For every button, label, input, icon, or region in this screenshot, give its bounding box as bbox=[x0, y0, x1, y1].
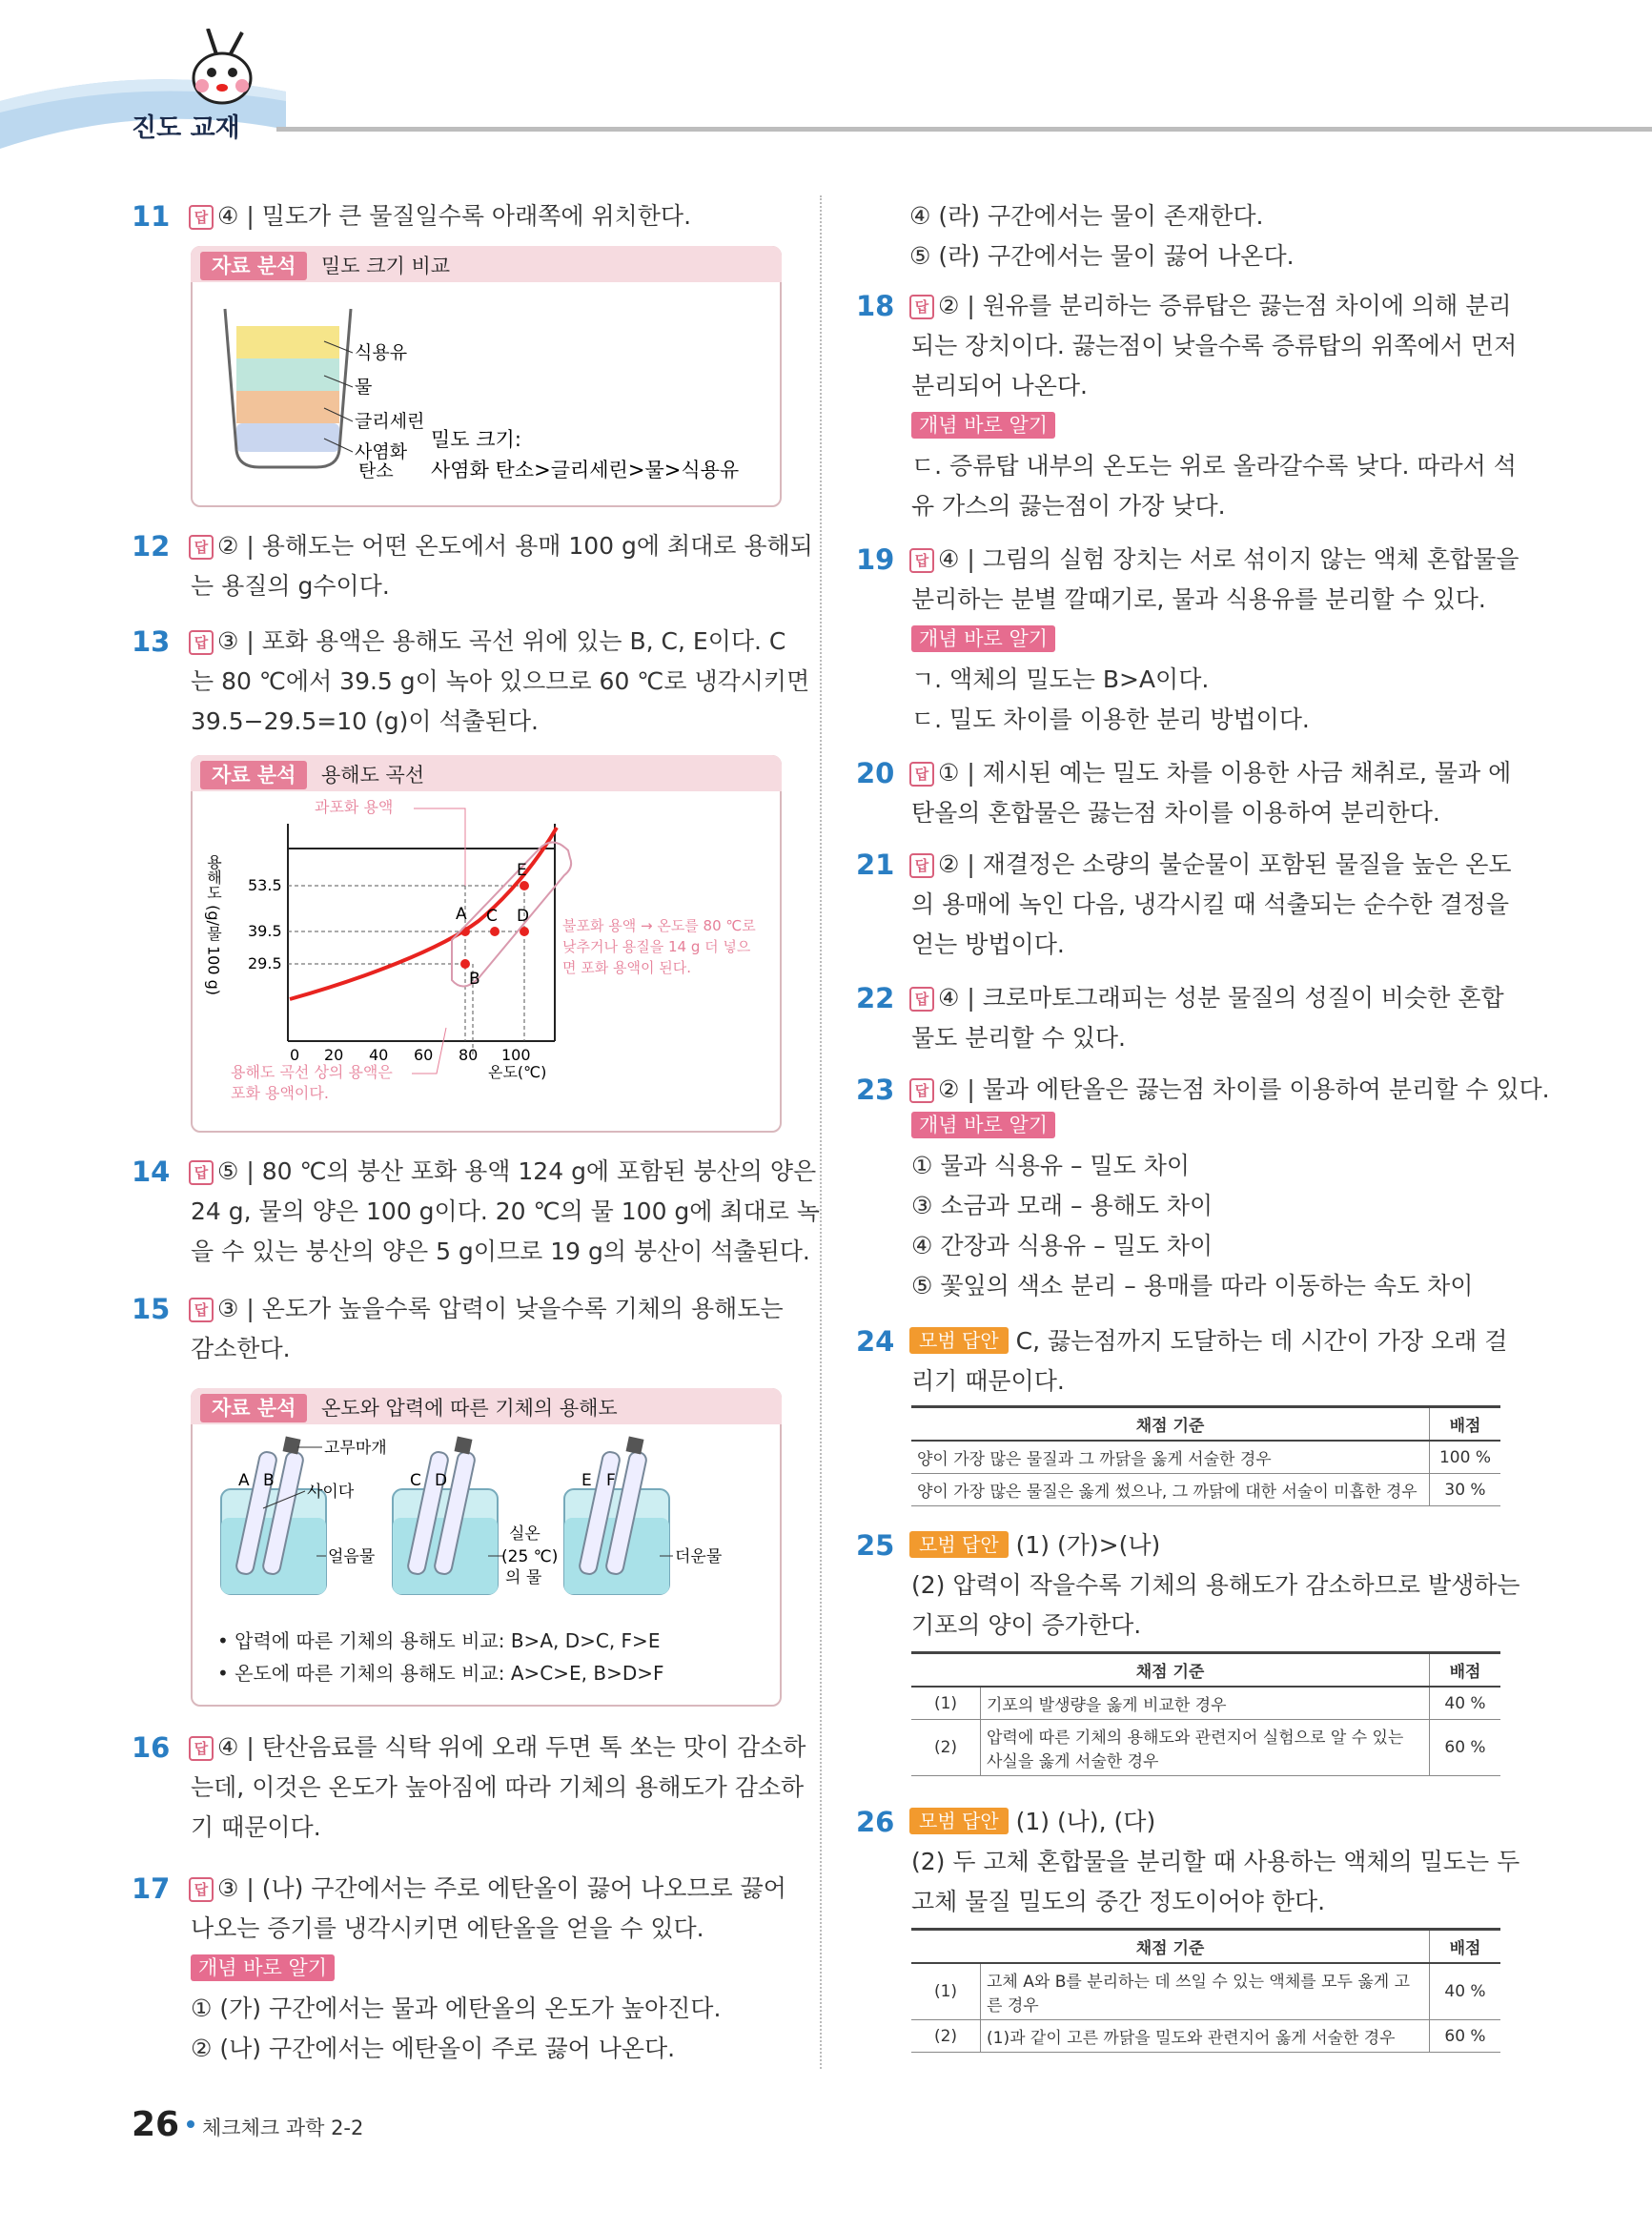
point-label: D bbox=[517, 907, 530, 926]
scoring-table bbox=[911, 1405, 1500, 1506]
layer-label: 탄소 bbox=[358, 460, 394, 481]
answer-text: 모범 답안 (1) (나), (다) bbox=[909, 1802, 1155, 1842]
comparison-note: • 온도에 따른 기체의 용해도 비교: A>C>E, B>D>F bbox=[217, 1662, 664, 1685]
concept-tag: 개념 바로 알기 bbox=[911, 625, 1055, 652]
room-temp-label: 의 물 bbox=[505, 1568, 542, 1587]
x-tick: 80 bbox=[459, 1046, 479, 1064]
table-row: (1) 기포의 발생량을 옳게 비교한 경우 40 % bbox=[911, 1687, 1500, 1720]
layer-label: 사염화 bbox=[355, 441, 408, 462]
point-label: A bbox=[456, 905, 467, 924]
box-tag: 자료 분석 bbox=[200, 252, 307, 280]
answer-text: 는 용질의 g수이다. bbox=[191, 572, 390, 600]
answer-mark-icon: 답 bbox=[189, 1736, 214, 1761]
concept-text: ㄷ. 증류탑 내부의 온도는 위로 올라갈수록 낮다. 따라서 석 bbox=[911, 452, 1517, 480]
answer-text: 24 g, 물의 양은 100 g이다. 20 ℃의 물 100 g에 최대로 녹 bbox=[191, 1197, 820, 1225]
model-answer-tag: 모범 답안 bbox=[909, 1327, 1009, 1354]
density-order: 사염화 탄소>글리세린>물>식용유 bbox=[431, 459, 740, 481]
answer-mark-icon: 답 bbox=[189, 630, 214, 655]
layer-label: 식용유 bbox=[355, 342, 408, 363]
gas-solubility-diagram bbox=[202, 1432, 774, 1623]
answer-text: 답 ③ | 온도가 높을수록 압력이 낮을수록 기체의 용해도는 bbox=[189, 1289, 784, 1329]
tube-label: E bbox=[581, 1471, 592, 1490]
answer-text: 기포의 양이 증가한다. bbox=[911, 1611, 1142, 1639]
tube-label: C bbox=[410, 1471, 421, 1490]
footer-dot-icon bbox=[187, 2120, 194, 2128]
y-axis-label: 용해도 (g/물 100 g) bbox=[204, 854, 223, 995]
question-number: 21 bbox=[856, 849, 895, 881]
question-number: 16 bbox=[132, 1731, 171, 1764]
concept-text: ㄷ. 밀도 차이를 이용한 분리 방법이다. bbox=[911, 706, 1310, 733]
answer-text: 답 ⑤ | 80 ℃의 붕산 포화 용액 124 g에 포함된 붕산의 양은 bbox=[189, 1152, 816, 1192]
question-number: 17 bbox=[132, 1872, 171, 1905]
x-tick: 60 bbox=[414, 1046, 434, 1064]
answer-text: 모범 답안 C, 끓는점까지 도달하는 데 시간이 가장 오래 걸 bbox=[909, 1321, 1507, 1361]
answer-text: 리기 때문이다. bbox=[911, 1367, 1065, 1395]
concept-tag: 개념 바로 알기 bbox=[911, 412, 1055, 439]
table-header: 채점 기준 bbox=[911, 1407, 1430, 1442]
table-row: 양이 가장 많은 물질과 그 까닭을 옳게 서술한 경우 100 % bbox=[911, 1441, 1500, 1474]
answer-mark-icon: 답 bbox=[189, 535, 214, 560]
answer-text: 분리하는 분별 깔때기로, 물과 식용유를 분리할 수 있다. bbox=[911, 585, 1486, 613]
box-title: 용해도 곡선 bbox=[321, 764, 425, 787]
tube-label: A bbox=[238, 1471, 250, 1490]
answer-mark-icon: 답 bbox=[909, 1078, 934, 1103]
question-number: 15 bbox=[132, 1293, 171, 1325]
concept-text: ④ (라) 구간에서는 물이 존재한다. bbox=[909, 202, 1264, 230]
scoring-table bbox=[911, 1928, 1500, 2053]
note-text: 낮추거나 용질을 14 g 더 넣으 bbox=[562, 938, 751, 955]
answer-text: 감소한다. bbox=[191, 1335, 291, 1362]
answer-text: 답 ② | 재결정은 소량의 불순물이 포함된 물질을 높은 온도 bbox=[909, 845, 1512, 885]
header-rule bbox=[276, 127, 1652, 132]
question-number: 13 bbox=[132, 625, 171, 658]
density-note: 밀도 크기: bbox=[431, 428, 521, 451]
point-label: B bbox=[469, 970, 480, 989]
tube-label: D bbox=[435, 1471, 448, 1490]
answer-text: 탄올의 혼합물은 끓는점 차이를 이용하여 분리한다. bbox=[911, 799, 1440, 827]
answer-text: 답 ④ | 밀도가 큰 물질일수록 아래쪽에 위치한다. bbox=[189, 196, 691, 236]
answer-text: 답 ② | 용해도는 어떤 온도에서 용매 100 g에 최대로 용해되 bbox=[189, 526, 813, 566]
box-title: 온도와 압력에 따른 기체의 용해도 bbox=[321, 1397, 618, 1420]
answer-text: 답 ④ | 그림의 실험 장치는 서로 섞이지 않는 액체 혼합물을 bbox=[909, 540, 1519, 580]
book-title: 체크체크 과학 2-2 bbox=[202, 2117, 364, 2139]
answer-text: 답 ③ | (나) 구간에서는 주로 에탄올이 끓어 나오므로 끓어 bbox=[189, 1869, 786, 1909]
column-divider bbox=[820, 195, 822, 2069]
concept-text: ④ 간장과 식용유 – 밀도 차이 bbox=[911, 1232, 1214, 1259]
table-header: 채점 기준 bbox=[911, 1930, 1430, 1964]
x-tick: 0 bbox=[290, 1046, 300, 1064]
answer-mark-icon: 답 bbox=[909, 853, 934, 878]
table-row: (2) (1)과 같이 고른 까닭을 밀도와 관련지어 옳게 서술한 경우 60 % bbox=[911, 2020, 1500, 2053]
answer-text: 고체 물질 밀도의 중간 정도이어야 한다. bbox=[911, 1888, 1326, 1915]
y-tick: 53.5 bbox=[248, 876, 282, 894]
answer-mark-icon: 답 bbox=[909, 762, 934, 787]
answer-text: (2) 압력이 작을수록 기체의 용해도가 감소하므로 발생하는 bbox=[911, 1571, 1520, 1599]
note-text: 포화 용액이다. bbox=[231, 1084, 329, 1102]
model-answer-tag: 모범 답안 bbox=[909, 1808, 1009, 1834]
concept-text: ⑤ 꽃잎의 색소 분리 – 용매를 따라 이동하는 속도 차이 bbox=[911, 1272, 1474, 1299]
table-header: 배점 bbox=[1430, 1407, 1501, 1442]
answer-mark-icon: 답 bbox=[189, 205, 214, 230]
concept-text: ③ 소금과 모래 – 용해도 차이 bbox=[911, 1192, 1214, 1219]
answer-text: 물도 분리할 수 있다. bbox=[911, 1024, 1126, 1052]
answer-mark-icon: 답 bbox=[189, 1298, 214, 1322]
note-text: 불포화 용액 → 온도를 80 ℃로 bbox=[562, 917, 756, 934]
table-row: (2) 압력에 따른 기체의 용해도와 관련지어 실험으로 알 수 있는 사실을 옳게 서술한 경우 60 % bbox=[911, 1720, 1500, 1776]
table-row: 양이 가장 많은 물질은 옳게 썼으나, 그 까닭에 대한 서술이 미흡한 경우 30 % bbox=[911, 1474, 1500, 1506]
question-number: 12 bbox=[132, 530, 171, 563]
page-number: 26 bbox=[132, 2105, 180, 2144]
table-header: 채점 기준 bbox=[911, 1653, 1430, 1688]
answer-text: 얻는 방법이다. bbox=[911, 931, 1065, 958]
data-analysis-box bbox=[191, 246, 782, 507]
concept-text: ① 물과 식용유 – 밀도 차이 bbox=[911, 1152, 1190, 1179]
note-text: 면 포화 용액이 된다. bbox=[562, 959, 691, 976]
concept-text: ② (나) 구간에서는 에탄올이 주로 끓어 나온다. bbox=[191, 2035, 676, 2062]
density-beaker-diagram bbox=[212, 297, 774, 498]
room-temp-label: (25 ℃) bbox=[501, 1547, 559, 1566]
note-text: 용해도 곡선 상의 용액은 bbox=[231, 1063, 393, 1081]
answer-text: (2) 두 고체 혼합물을 분리할 때 사용하는 액체의 밀도는 두 bbox=[911, 1848, 1520, 1875]
supersaturated-label: 과포화 용액 bbox=[315, 798, 394, 816]
table-header: 배점 bbox=[1430, 1653, 1501, 1688]
solubility-curve-box bbox=[191, 755, 782, 1133]
answer-text: 분리되어 나온다. bbox=[911, 372, 1088, 399]
answer-text: 답 ② | 원유를 분리하는 증류탑은 끓는점 차이에 의해 분리 bbox=[909, 286, 1512, 326]
answer-text: 답 ④ | 크로마토그래피는 성분 물질의 성질이 비슷한 혼합 bbox=[909, 978, 1504, 1018]
question-number: 20 bbox=[856, 757, 895, 789]
concept-text: 유 가스의 끓는점이 가장 낮다. bbox=[911, 492, 1226, 520]
gas-solubility-box bbox=[191, 1388, 782, 1707]
tube-label: F bbox=[606, 1471, 616, 1490]
question-number: 14 bbox=[132, 1156, 171, 1188]
point-label: E bbox=[517, 861, 527, 880]
comparison-note: • 압력에 따른 기체의 용해도 비교: B>A, D>C, F>E bbox=[217, 1629, 661, 1652]
answer-mark-icon: 답 bbox=[189, 1877, 214, 1902]
answer-text: 답 ④ | 탄산음료를 식탁 위에 오래 두면 톡 쏘는 맛이 감소하 bbox=[189, 1728, 806, 1768]
rubber-stopper-label: 고무마개 bbox=[324, 1439, 387, 1458]
table-row: (1) 고체 A와 B를 분리하는 데 쓰일 수 있는 액체를 모두 옳게 고른 경우 40 % bbox=[911, 1963, 1500, 2020]
hot-water-label: 더운물 bbox=[675, 1547, 723, 1566]
box-tag: 자료 분석 bbox=[200, 1394, 307, 1422]
concept-text: ① (가) 구간에서는 물과 에탄올의 온도가 높아진다. bbox=[191, 1995, 722, 2022]
header-label: 진도 교재 bbox=[132, 113, 240, 143]
answer-text: 는 80 ℃에서 39.5 g이 녹아 있으므로 60 ℃로 냉각시키면 bbox=[191, 667, 810, 695]
answer-text: 답 ① | 제시된 예는 밀도 차를 이용한 사금 채취로, 물과 에 bbox=[909, 753, 1511, 793]
answer-text: 의 용매에 녹인 다음, 냉각시킬 때 석출되는 순수한 결정을 bbox=[911, 890, 1509, 918]
answer-text: 나오는 증기를 냉각시키면 에탄올을 얻을 수 있다. bbox=[191, 1914, 704, 1942]
answer-text: 모범 답안 (1) (가)>(나) bbox=[909, 1525, 1160, 1565]
question-number: 23 bbox=[856, 1074, 895, 1106]
layer-label: 글리세린 bbox=[355, 411, 425, 432]
cider-label: 사이다 bbox=[307, 1483, 355, 1502]
ice-water-label: 얼음물 bbox=[328, 1547, 376, 1566]
concept-text: ⑤ (라) 구간에서는 물이 끓어 나온다. bbox=[909, 242, 1295, 270]
answer-mark-icon: 답 bbox=[909, 295, 934, 319]
y-tick: 39.5 bbox=[248, 922, 282, 940]
solubility-chart bbox=[202, 797, 774, 1127]
answer-text: 되는 장치이다. 끓는점이 낮을수록 증류탑의 위쪽에서 먼저 bbox=[911, 332, 1518, 359]
table-header: 배점 bbox=[1430, 1930, 1501, 1964]
question-number: 11 bbox=[132, 200, 171, 233]
x-tick: 20 bbox=[324, 1046, 344, 1064]
question-number: 26 bbox=[856, 1806, 895, 1838]
answer-text: 답 ③ | 포화 용액은 용해도 곡선 위에 있는 B, C, E이다. C bbox=[189, 622, 785, 662]
x-tick: 40 bbox=[369, 1046, 389, 1064]
answer-mark-icon: 답 bbox=[909, 548, 934, 573]
x-axis-label: 온도(℃) bbox=[488, 1063, 547, 1081]
question-number: 18 bbox=[856, 290, 895, 322]
question-number: 19 bbox=[856, 543, 895, 576]
concept-tag: 개념 바로 알기 bbox=[191, 1954, 335, 1981]
question-number: 24 bbox=[856, 1325, 895, 1358]
answer-mark-icon: 답 bbox=[189, 1160, 214, 1185]
box-title: 밀도 크기 비교 bbox=[321, 255, 451, 277]
answer-text: 39.5−29.5=10 (g)이 석출된다. bbox=[191, 707, 540, 735]
scoring-table bbox=[911, 1651, 1500, 1776]
x-tick: 100 bbox=[501, 1046, 531, 1064]
tube-label: B bbox=[263, 1471, 275, 1490]
model-answer-tag: 모범 답안 bbox=[909, 1531, 1009, 1558]
layer-label: 물 bbox=[355, 377, 373, 398]
answer-text: 답 ② | 물과 에탄올은 끓는점 차이를 이용하여 분리할 수 있다. bbox=[909, 1070, 1550, 1110]
point-label: C bbox=[486, 907, 498, 926]
answer-mark-icon: 답 bbox=[909, 987, 934, 1012]
mascot-icon bbox=[179, 29, 265, 114]
answer-text: 을 수 있는 붕산의 양은 5 g이므로 19 g의 붕산이 석출된다. bbox=[191, 1238, 810, 1265]
y-tick: 29.5 bbox=[248, 954, 282, 972]
question-number: 22 bbox=[856, 982, 895, 1014]
answer-text: 는데, 이것은 온도가 높아짐에 따라 기체의 용해도가 감소하 bbox=[191, 1773, 805, 1801]
box-tag: 자료 분석 bbox=[200, 761, 307, 789]
concept-tag: 개념 바로 알기 bbox=[911, 1112, 1055, 1138]
concept-text: ㄱ. 액체의 밀도는 B>A이다. bbox=[911, 665, 1210, 693]
answer-text: 기 때문이다. bbox=[191, 1813, 321, 1841]
question-number: 25 bbox=[856, 1529, 895, 1562]
room-temp-label: 실온 bbox=[509, 1524, 540, 1544]
